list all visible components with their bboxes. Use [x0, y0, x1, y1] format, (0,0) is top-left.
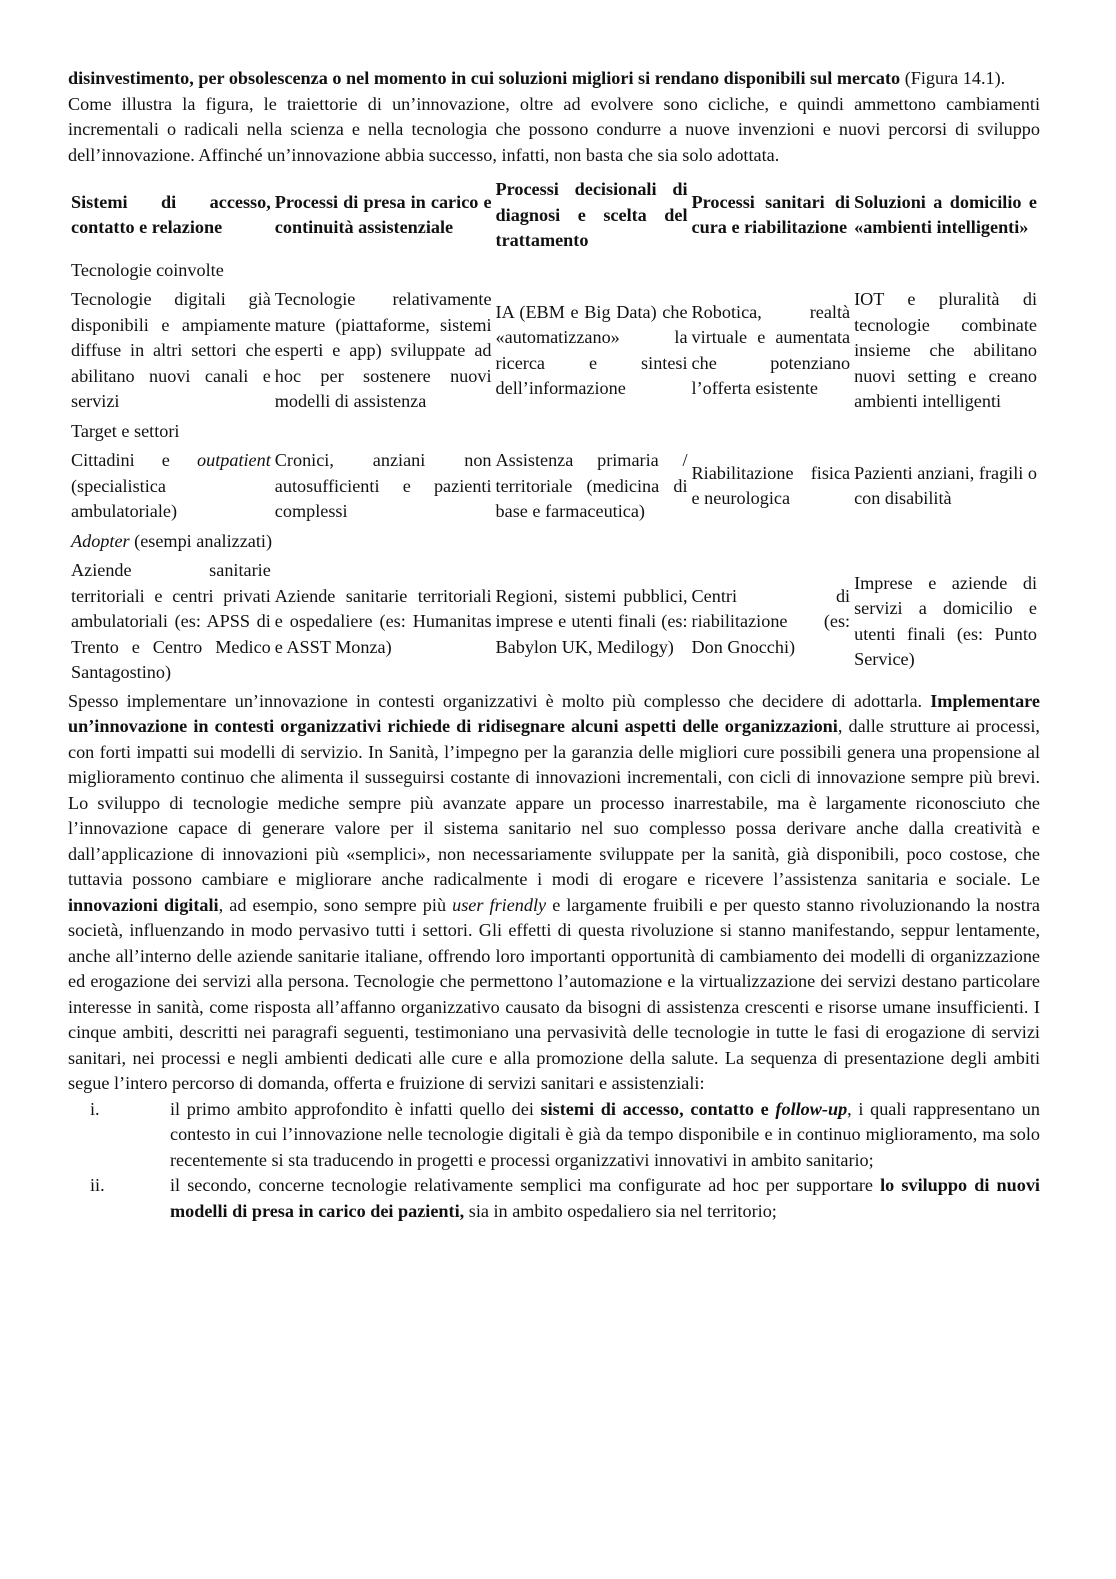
section-row [70, 528, 1038, 556]
text-segment: , dalle strutture ai processi, con forti impatti sui modelli di servizio. In Sanità, l’impegno per la garanzia delle migliori cure possibili genera una propensione al miglioramento continuo che alimenta il susseguirsi costante di innovazioni incrementali, con cicli di innovazione sempre più brevi. Lo sviluppo di tecnologie mediche sempre più avanzate appare un processo inarrestabile, ma è largamente riconosciuto che l’innovazione capace di generare valore per il sistema sanitario nel suo complesso possa derivare anche dalla creatività e dall’applicazione di innovazioni più «semplici», non necessariamente sviluppate per la sanità, già disponibili, poco costose, che tuttavia possono cambiare e migliorare anche radicalmente i modi di erogare e ricevere l’assistenza sanitaria e sociale. Le [68, 716, 1040, 889]
header-cell: Soluzioni a domicilio e «ambienti intelligenti» [854, 191, 1037, 238]
section-row [70, 418, 1038, 446]
table-cell: Pazienti anziani, fragili o con disabilità [854, 462, 1037, 509]
text-segment: Spesso implementare un’innovazione in contesti organizzativi è molto più complesso che decidere di adottarla. [68, 690, 931, 711]
section-italic: Adopter [71, 530, 130, 551]
intro-bold: disinvestimento, per obsolescenza o nel momento in cui soluzioni migliori si rendano disponibili sul mercato [68, 68, 901, 88]
list-text [170, 1097, 1040, 1174]
table-cell: Aziende sanitarie territoriali e centri privati ambulatoriali (es: APSS di Trento e Centro Medico Santagostino) [71, 560, 271, 682]
table-cell: Imprese e aziende di servizi a domicilio e utenti finali (es: Punto Service) [854, 572, 1037, 670]
section-adopter [70, 528, 1038, 556]
table-cell: IA (EBM e Big Data) che «automatizzano» la ricerca e sintesi dell’informazione [495, 301, 688, 399]
cell-italic: outpatient [197, 450, 271, 470]
table-cell: Riabilitazione fisica e neurologica [691, 462, 851, 509]
bold-segment: Implementare un’innovazione in contesti organizzativi richiede di ridisegnare alcuni aspetti delle organizzazioni [68, 690, 1040, 736]
text-segment: , i quali rappresentano un contesto in cui l’innovazione nelle tecnologie digitali è già da tempo disponibile e in continuo miglioramento, ma solo recentemente si sta traducendo in progetti e processi organizzativi innovativi in ambito sanitario; [170, 1098, 1040, 1170]
list-item [68, 1097, 1040, 1174]
header-cell: Processi di presa in carico e continuità assistenziale [274, 191, 492, 238]
text-segment: il primo ambito approfondito è infatti quello dei [170, 1098, 541, 1119]
table-cell [70, 447, 272, 526]
section-tech: Tecnologie coinvolte [71, 259, 224, 280]
header-cell: Sistemi di accesso, contatto e relazione [71, 191, 271, 238]
table-cell: Cronici, anziani non autosufficienti e pazienti complessi [274, 450, 492, 521]
text-segment: , ad esempio, sono sempre più [218, 894, 453, 915]
intro-paragraph [68, 66, 1040, 92]
main-paragraph [68, 92, 1040, 169]
bold-segment: lo sviluppo di nuovi modelli di presa in carico dei pazienti, [170, 1175, 1040, 1221]
figure-table [68, 174, 1040, 689]
table-cell: IOT e pluralità di tecnologie combinate insieme che abilitano nuovi setting e creano ambienti intelligenti [854, 289, 1037, 411]
bold-italic-segment: follow-up [775, 1098, 848, 1119]
section-text: (esempi analizzati) [129, 530, 273, 551]
list-number: i. [90, 1098, 100, 1119]
bold-segment: innovazioni digitali [68, 894, 219, 915]
list-item [68, 1173, 1040, 1224]
list-text [170, 1173, 1040, 1224]
bold-segment: sistemi di accesso, contatto e [540, 1098, 776, 1119]
text-segment: il secondo, concerne tecnologie relativamente semplici ma configurate ad hoc per supportare [170, 1175, 881, 1195]
cell-text: (specialistica ambulatoriale) [71, 475, 178, 521]
list-number: ii. [90, 1175, 105, 1195]
table-cell: Robotica, realtà virtuale e aumentata che potenziano l’offerta esistente [691, 301, 851, 399]
text-segment: e largamente fruibili e per questo stanno rivoluzionando la nostra società, influenzando in modo pervasivo tutti i settori. Gli effetti di questa rivoluzione si stanno manifestando, seppur lentamente, anche all’interno delle aziende sanitarie italiane, offrendo loro importanti opportunità di cambiamento dei modelli di organizzazione ed erogazione dei servizi alla persona. Tecnologie che permettono l’automazione e la virtualizzazione dei servizi destano particolare interesse in sanità, come risposta all’affanno organizzativo causato da bisogni di assistenza crescenti e risorse umane insufficienti. I cinque ambiti, descritti nei paragrafi seguenti, testimoniano una pervasività delle tecnologie in tutte le fasi di erogazione di servizi sanitari, nei processi e negli ambienti dedicati alle cure e alla promozione della salute. La sequenza di presentazione degli ambiti segue l’intero percorso di domanda, offerta e fruizione di servizi sanitari e assistenziali: [68, 894, 1040, 1093]
table-cell: Tecnologie digitali già disponibili e ampiamente diffuse in altri settori che abilitano nuovi canali e servizi [71, 289, 271, 411]
table-cell: Regioni, sistemi pubblici, imprese e utenti finali (es: Babylon UK, Medilogy) [495, 585, 688, 657]
section-target: Target e settori [71, 420, 180, 441]
document-page [68, 66, 1040, 1224]
table-cell: Aziende sanitarie territoriali e ospedaliere (es: Humanitas e ASST Monza) [274, 585, 492, 657]
italic-segment: user friendly [452, 894, 547, 915]
text-segment: sia in ambito ospedaliero sia nel territorio; [464, 1200, 777, 1221]
intro-rest: (Figura 14.1). [900, 68, 1006, 88]
table-row [70, 286, 1038, 416]
table-cell: Tecnologie relativamente mature (piattaforme, sistemi esperti e app) sviluppate ad hoc per sostenere nuovi modelli di assistenza [274, 289, 492, 411]
table-cell: Centri di riabilitazione (es: Don Gnocchi) [691, 585, 851, 657]
text-segment: Come illustra la figura, le traiettorie di un’innovazione, oltre ad evolvere sono cicliche, e quindi ammettono cambiamenti incrementali o radicali nella scienza e nella tecnologia che possono condurre a nuove invenzioni e nuovi percorsi di sviluppo dell’innovazione. Affinché un’innovazione abbia successo, infatti, non basta che sia solo adottata. [68, 93, 1040, 165]
table-row [70, 557, 1038, 687]
section-row [70, 257, 1038, 285]
ambiti-list [68, 1097, 1040, 1225]
header-cell: Processi sanitari di cura e riabilitazione [691, 191, 851, 238]
header-row [70, 176, 1038, 255]
table-row [70, 447, 1038, 526]
cell-text: Cittadini e [71, 450, 198, 470]
table-cell: Assistenza primaria / territoriale (medicina di base e farmaceutica) [495, 450, 688, 521]
header-cell: Processi decisionali di diagnosi e scelta del trattamento [495, 179, 688, 250]
